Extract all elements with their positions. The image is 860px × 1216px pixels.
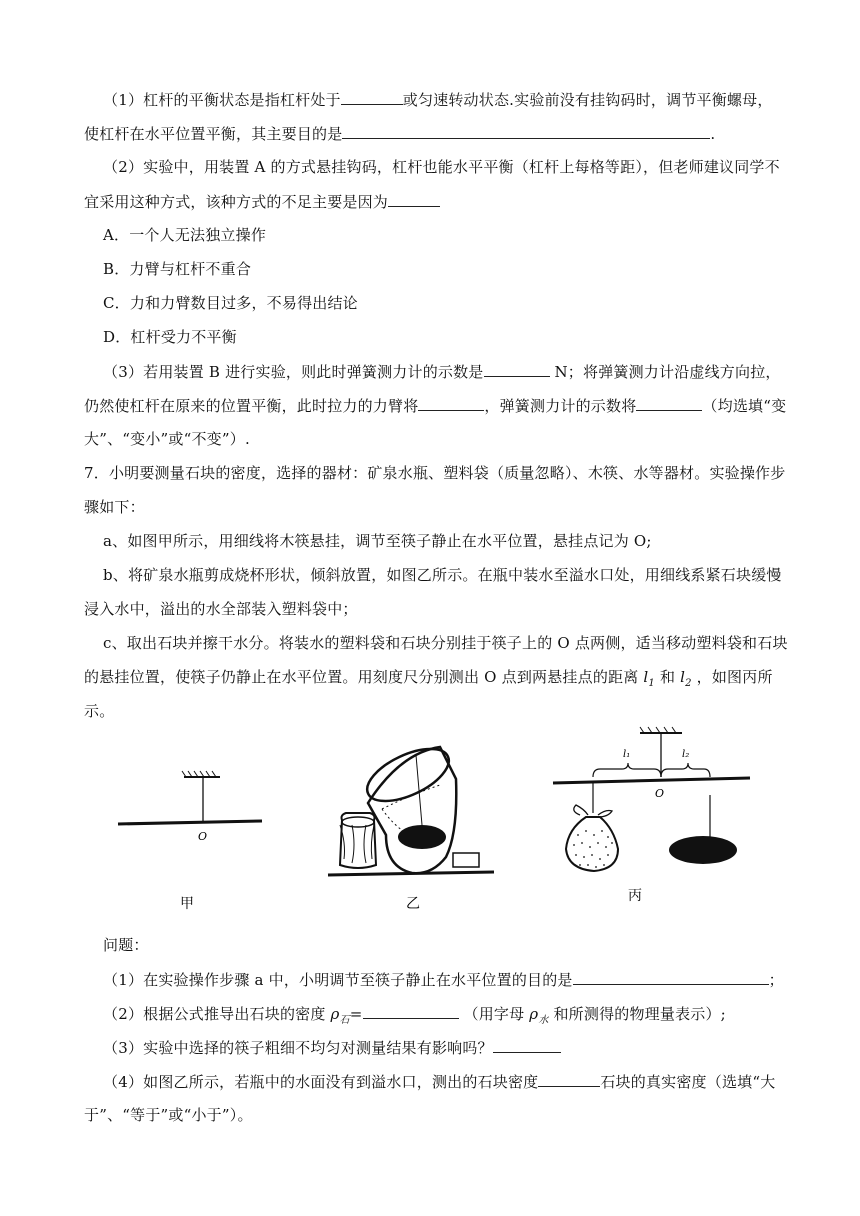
l2-label: l₂ (682, 749, 690, 760)
q6-part2-line2 (84, 190, 440, 213)
answer-blank[interactable] (388, 190, 440, 207)
pivot-o-label-2: O (655, 787, 665, 800)
q6-part3-text: （3）若用装置 B 进行实验，则此时弹簧测力计的示数是 (103, 363, 484, 381)
answer-blank[interactable] (493, 1036, 561, 1053)
q7-question2-text-2: （用字母 (463, 1005, 525, 1023)
q6-part3-text-4: （均选填“变 (702, 397, 787, 415)
q7-question2-text-3: 和所测得的物理量表示）; (553, 1005, 726, 1023)
semicolon: ； (768, 971, 784, 989)
rho-stone-symbol: $\rho_石$ (330, 1005, 350, 1026)
q6-part3-text-3: ，弹簧测力计的示数将 (484, 397, 637, 415)
equals-sign: = (349, 1005, 363, 1023)
symbol-l1: $l_1$ (643, 668, 655, 689)
q6-part2-line1: （2）实验中，用装置 A 的方式悬挂钩码，杠杆也能水平平衡（杠杆上每格等距），但老师建议同学不 (103, 158, 780, 176)
figure-label-yi: 乙 (406, 896, 420, 912)
answer-blank[interactable] (363, 1002, 459, 1019)
q6-part3-line1 (103, 360, 781, 383)
answer-blank[interactable] (341, 88, 403, 105)
q7-question1-text: （1）在实验操作步骤 a 中，小明调节至筷子静止在水平位置的目的是 (103, 971, 573, 989)
q7-question4-line1 (103, 1070, 775, 1093)
q7-question3-text: （3）实验中选择的筷子粗细不均匀对测量结果有影响吗？ (103, 1039, 493, 1057)
answer-blank[interactable] (418, 394, 484, 411)
q7-question3 (103, 1036, 561, 1059)
q7-question4-line2: 于”、“等于”或“小于”）。 (84, 1106, 253, 1124)
answer-blank[interactable] (573, 968, 769, 985)
q6-part3-line2 (84, 394, 786, 417)
q6-part2-text: 宜采用这种方式，该种方式的不足主要是因为 (84, 193, 389, 211)
q6-part3-line3: 大”、“变小”或“不变”）. (84, 430, 250, 448)
answer-blank[interactable] (636, 394, 702, 411)
q7-step-c-text: 的悬挂位置，使筷子仍静止在水平位置。用刻度尺分别测出 O 点到两悬挂点的距离 (84, 668, 639, 686)
q6-part1-text-cont: 或匀速转动状态.实验前没有挂钩码时，调节平衡螺母， (402, 91, 773, 109)
q7-question4-text: （4）如图乙所示，若瓶中的水面没有到溢水口，测出的石块密度 (103, 1073, 539, 1091)
q7-question1 (103, 968, 784, 991)
q6-part3-text-cont: N；将弹簧测力计沿虚线方向拉， (549, 363, 781, 381)
q6-part3-text-2: 仍然使杠杆在原来的位置平衡，此时拉力的力臂将 (84, 397, 419, 415)
q7-step-c-line2 (84, 666, 773, 695)
q7-question2-text: （2）根据公式推导出石块的密度 (103, 1005, 326, 1023)
and-text: 和 (659, 668, 676, 686)
q7-title-line1: 7．小明要测量石块的密度，选择的器材：矿泉水瓶、塑料袋（质量忽略）、木筷、水等器材。实验操作步 (84, 464, 786, 482)
figure-label-jia: 甲 (180, 896, 194, 912)
figure-yi (328, 738, 494, 912)
q7-step-b-line2: 浸入水中，溢出的水全部装入塑料袋中； (84, 600, 358, 618)
l1-label: l₁ (623, 749, 631, 760)
rho-water-symbol: $\rho_水$ (529, 1005, 549, 1026)
q7-step-b-line1: b、将矿泉水瓶剪成烧杯形状，倾斜放置，如图乙所示。在瓶中装水至溢水口处，用细线系紧石块缓慢 (103, 566, 782, 584)
q7-title-line2: 骤如下： (84, 498, 145, 516)
q7-step-c-line3: 示。 (84, 702, 115, 720)
figure-jia (118, 771, 262, 912)
questions-label: 问题： (103, 936, 149, 954)
q7-question2 (103, 1002, 726, 1032)
option-a: A．一个人无法独立操作 (103, 226, 267, 244)
q6-part1-line1 (103, 88, 773, 111)
option-c: C．力和力臂数目过多，不易得出结论 (103, 294, 358, 312)
experiment-figures (100, 725, 760, 925)
q7-step-c-text-2: ，如图丙所 (696, 668, 773, 686)
figure-bing (553, 727, 750, 904)
q7-step-c-line1: c、取出石块并擦干水分。将装水的塑料袋和石块分别挂于筷子上的 O 点两侧，适当移动塑料袋和石块 (103, 634, 788, 652)
figure-label-bing: 丙 (628, 888, 642, 904)
answer-blank[interactable] (538, 1070, 600, 1087)
period: . (710, 125, 716, 143)
q6-part1-line2 (84, 122, 715, 145)
q6-part1-text: （1）杠杆的平衡状态是指杠杆处于 (103, 91, 341, 109)
q7-step-a: a、如图甲所示，用细线将木筷悬挂，调节至筷子静止在水平位置，悬挂点记为 O; (103, 532, 652, 550)
option-d: D．杠杆受力不平衡 (103, 328, 237, 346)
option-b: B．力臂与杠杆不重合 (103, 260, 252, 278)
symbol-l2: $l_2$ (680, 668, 692, 689)
pivot-o-label: O (198, 830, 208, 843)
q6-part1-text-2: 使杠杆在水平位置平衡，其主要目的是 (84, 125, 343, 143)
answer-blank[interactable] (342, 122, 710, 139)
answer-blank[interactable] (484, 360, 550, 377)
q7-question4-text-2: 石块的真实密度（选填“大 (600, 1073, 776, 1091)
